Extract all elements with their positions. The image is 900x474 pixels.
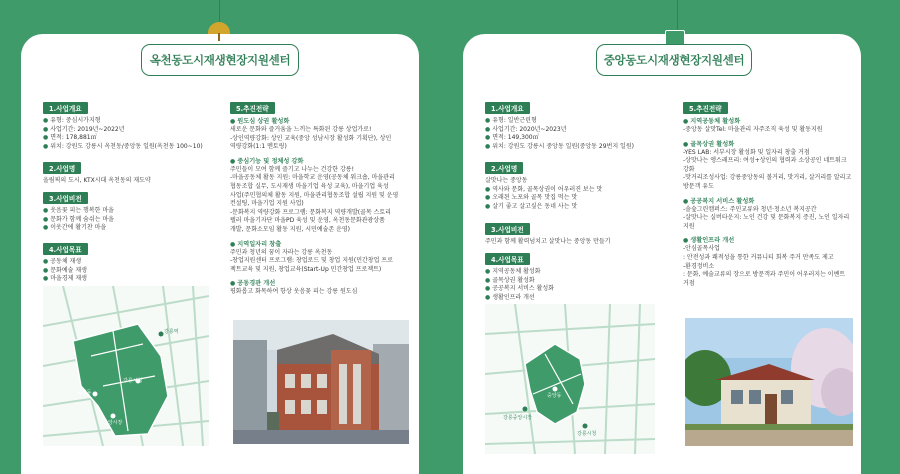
text-line: 컨설팅, 마을기업 지원 사업) (230, 200, 304, 208)
text-line: -환경정비소 (683, 262, 715, 270)
section-header: 2.사업명 (485, 162, 523, 174)
text-line: 생활인프라 개선 (492, 293, 535, 301)
map-label: 중앙동 (547, 393, 562, 399)
text-line: : 문화, 예술교류의 장으로 방문객과 주민이 어우러지는 이벤트 (683, 271, 846, 279)
text-line: -YES LAB: 서부시장 활성화 및 일자리 창출 거점 (683, 148, 810, 156)
text-line: 텔러 마을기자단 마을PD 육성 및 운영, 옥천동문화관광상품 (230, 217, 385, 225)
text-line: 강화 (683, 165, 695, 173)
left-section-4: 4.사업목표 ● 공동체 재생 ● 문화예술 재생 ● 마을경제 재생 (43, 237, 88, 284)
right-section-5: 5.추진전략 ● 지역공동체 활성화 -중앙동 살맛Tel: 마을관리 자주조직 육성 및 활동지원 ● 골목상권 활성화 -YES LAB: 서부시장 활성화 및 일자리 창출 거점 -상맛나는 앵스레프리: 여성+상인의 협력과 소상공인 네트워크 강화 -맛거리조성사업: 강릉중앙동의 볼거리, 맛거리, 살거리를 알리고 방문객 유도 ● 공공복지 서비스 활성화 -솔숲그린캠퍼스: 주민교류와 청년·청소년 복지공간 -살맛나는 실버타운지: 노인 건강 및 문화복지 증진, 노인 일자리 지원 ● 생활인프라 개선 -안심골목사업 : 안전성과 쾌적성을 통한 커뮤니티 회복 주거 만족도 제고 -환경정비소 : 문화, 예술교류의 장으로 방문객과 주민이 어우러지는 이벤트 거점 (683, 96, 851, 288)
text-line: 평화롭고 화목하여 항상 웃음꽃 피는 강릉 원도심 (230, 288, 358, 296)
section-header: 3.사업비전 (43, 192, 88, 204)
strategy-heading: 공동경관 개선 (237, 280, 276, 288)
section-header: 3.사업비전 (485, 223, 530, 235)
text-line: : 안전성과 쾌적성을 통한 커뮤니티 회복 주거 만족도 제고 (683, 253, 834, 261)
section-header: 5.추진전략 (683, 102, 728, 114)
strategy-heading: 생활인프라 개선 (690, 237, 735, 245)
right-section-1: 1.사업개요 ● 유형: 일반근린형 ● 사업기간: 2020년~2023년 ● 면적: 149,300㎡ ● 위치: 강원도 강릉시 중앙동 일원(중앙동 29번지 일원) (485, 96, 634, 151)
text-line: 지원 (683, 222, 695, 230)
text-line: 골목상권 활성화 (492, 276, 535, 284)
text-line: 협동조합 실무, 도시재생 마을기업 육성 교육), 마을기업 육성 (230, 182, 389, 190)
text-line: 역사와 문화, 골목상권이 어우러진 보는 맛 (492, 185, 603, 193)
strategy-heading: 지역일자리 창출 (237, 240, 282, 248)
section-header: 1.사업개요 (485, 102, 530, 114)
strategy-heading: 골목상권 활성화 (690, 140, 735, 148)
text-line: 문화가 함께 숨쉬는 마을 (50, 215, 114, 223)
text-line: 웃음꽃 피는 행복한 마을 (50, 207, 114, 214)
map-label: 중앙시장 (103, 420, 123, 426)
section-header: 4.사업목표 (485, 253, 530, 265)
text-line: 오래된 노포와 골목 맛집 먹는 맛 (492, 194, 578, 202)
right-page (463, 34, 861, 474)
section-header: 4.사업목표 (43, 243, 88, 255)
text-line: 지역공동체 활성화 (492, 268, 541, 275)
text-line: 새로운 문화와 즐거움을 느끼는 특화된 강릉 상업가로! (230, 126, 372, 133)
right-district-map (485, 304, 655, 454)
text-line: 공동체 재생 (50, 258, 82, 265)
text-line: -맛거리조성사업: 강릉중앙동의 볼거리, 맛거리, 살거리를 알리고 (683, 174, 852, 182)
right-section-3 (485, 217, 610, 247)
building-illustration (233, 320, 409, 444)
strategy-heading: 중심기능 및 정체성 강화 (237, 157, 304, 165)
text-line: 유형: 일반근린형 (492, 117, 537, 124)
text-line: -살맛나는 실버타운지: 노인 건강 및 문화복지 증진, 노인 일자리 (683, 214, 850, 222)
umbrella-stem (218, 33, 220, 41)
text-line: 공공복지 서비스 활성화 (492, 285, 555, 293)
text-line: 유형: 중심시가지형 (50, 117, 101, 124)
text-line: 마을경제 재생 (50, 275, 87, 283)
text-line: 면적: 178,881㎡ (50, 134, 97, 142)
text-line: 젝트교육 및 지원, 창업교육(Start-Up 민간창업 프로젝트) (230, 265, 382, 273)
left-district-map (43, 286, 209, 446)
text-line: 사업기간: 2019년~2022년 (50, 125, 125, 133)
text-line: 살맛나는 중앙동 (485, 177, 528, 184)
section-header: 5.추진전략 (230, 102, 275, 114)
map-drawing (485, 304, 655, 454)
text-line: 주민들이 모여 함께 즐기고 나누는 건강한 강릉! (230, 165, 354, 173)
text-line: -마을공동체 활동 지원: 마을학교 운영(공동체 워크숍, 마을관리 (230, 174, 395, 182)
building-illustration (685, 318, 853, 446)
text-line: -상맛나는 앵스레프리: 여성+상인의 협력과 소상공인 네트워크 (683, 157, 847, 165)
section-header: 1.사업개요 (43, 102, 88, 114)
text-line: -안심골목사업 (683, 245, 720, 253)
text-line: 사업기간: 2020년~2023년 (492, 125, 567, 133)
text-line: -창업지원센터 프로그램: 창업로드 및 창업 지원(민간창업 프로 (230, 257, 393, 265)
text-line: 살기 좋고 살고싶은 동네 사는 맛 (492, 202, 578, 210)
map-label: 강릉역 (164, 329, 179, 335)
left-page-title: 옥천동도시재생현장지원센터 (141, 44, 299, 76)
text-line: 주민과 청년의 꿈이 자라는 강릉 옥천동 (230, 248, 333, 256)
text-line: 면적: 149,300㎡ (492, 134, 539, 142)
text-line: 사업(주민협의체 활동 지원, 마을관리협동조합 설립 지원 및 운영 (230, 191, 399, 199)
right-building-photo (685, 318, 853, 446)
right-section-2: 2.사업명 살맛나는 중앙동 ● 역사와 문화, 골목상권이 어우러진 보는 맛 ● 오래된 노포와 골목 맛집 먹는 맛 ● 살기 좋고 살고싶은 동네 사는 맛 (485, 156, 602, 211)
strategy-heading: 원도심 상권 활성화 (237, 118, 290, 125)
map-label: 강릉중앙시장 (503, 415, 532, 421)
map-drawing (43, 286, 209, 446)
strategy-heading: 지역공동체 활성화 (690, 118, 741, 125)
section-header: 2.사업명 (43, 162, 81, 174)
left-section-1: 1.사업개요 ● 유형: 중심시가지형 ● 사업기간: 2019년~2022년 ● 면적: 178,881㎡ ● 위치: 강원도 강릉시 옥천동/중앙동 일원(옥천동 100~10) (43, 96, 203, 151)
map-label: 강릉시청 (123, 378, 143, 384)
right-section-4: 4.사업목표 ● 지역공동체 활성화 ● 골목상권 활성화 ● 공공복지 서비스 활성화 ● 생활인프라 개선 (485, 247, 554, 302)
text-line: -중앙동 살맛Tel: 마을관리 자주조직 육성 및 활동지원 (683, 126, 823, 133)
text-line: -문화복지 역량강화 프로그램: 문화복지 역량개발(골목 스토리 (230, 208, 391, 216)
left-section-2 (43, 156, 151, 186)
text-line: 올림픽의 도시, KTX시대 옥천동의 재도약 (43, 177, 151, 184)
map-label: 옥천동 (77, 390, 92, 396)
strategy-heading: 공공복지 서비스 활성화 (690, 197, 755, 205)
text-line: 문화예술 재생 (50, 266, 87, 274)
text-line: 방문객 유도 (683, 182, 714, 190)
left-section-3: 3.사업비전 ● 웃음꽃 피는 행복한 마을 ● 문화가 함께 숨쉬는 마을 ● 이웃간에 활기찬 마을 (43, 186, 114, 233)
text-line: 역량강화(1:1 멘토링) (230, 143, 287, 151)
text-line: 위치: 강원도 강릉시 중앙동 일원(중앙동 29번지 일원) (492, 142, 634, 150)
left-page (21, 34, 419, 474)
right-page-title: 중앙동도시재생현장지원센터 (596, 44, 752, 76)
text-line: -상인역량강화: 상인 교육(중앙 성남시장 활성화 기획단), 상인 (230, 134, 392, 142)
text-line: -솔숲그린캠퍼스: 주민교류와 청년·청소년 복지공간 (683, 205, 817, 213)
text-line: 이웃간에 활기찬 마을 (50, 224, 107, 232)
text-line: 거점 (683, 279, 695, 287)
text-line: 위치: 강원도 강릉시 옥천동/중앙동 일원(옥천동 100~10) (50, 142, 203, 150)
map-label: 강릉시청 (577, 431, 597, 437)
left-building-photo (233, 320, 409, 444)
text-line: 개발, 문화소모임 활동 지원, 시민예술존 운영) (230, 225, 351, 233)
left-section-5: 5.추진전략 ● 원도심 상권 활성화 새로운 문화와 즐거움을 느끼는 특화된 강릉 상업가로! -상인역량강화: 상인 교육(중앙 성남시장 활성화 기획단), 상인 역량강화(1:1 멘토링) ● 중심기능 및 정체성 강화 주민들이 모여 함께 즐기고 나누는 건강한 강릉! -마을공동체 활동 지원: 마을학교 운영(공동체 워크숍, 마을관리 협동조합 실무, 도시재생 마을기업 육성 교육), 마을기업 육성 사업(주민협의체 활동 지원, 마을관리협동조합 설립 지원 및 운영 컨설팅, 마을기업 지원 사업) -문화복지 역량강화 프로그램: 문화복지 역량개발(골목 스토리 텔러 마을기자단 마을PD 육성 및 운영, 옥천동문화관광상품 개발, 문화소모임 활동 지원, 시민예술존 운영) ● 지역일자리 창출 주민과 청년의 꿈이 자라는 강릉 옥천동 -창업지원센터 프로그램: 창업로드 및 창업 지원(민간창업 프로 젝트교육 및 지원, 창업교육(Start-Up 민간창업 프로젝트) ● 공동경관 개선 평화롭고 화목하여 항상 웃음꽃 피는 강릉 원도심 (230, 96, 398, 297)
text-line: 주민과 함께 활력넘치고 살맛나는 중앙동 만들기 (485, 238, 611, 245)
